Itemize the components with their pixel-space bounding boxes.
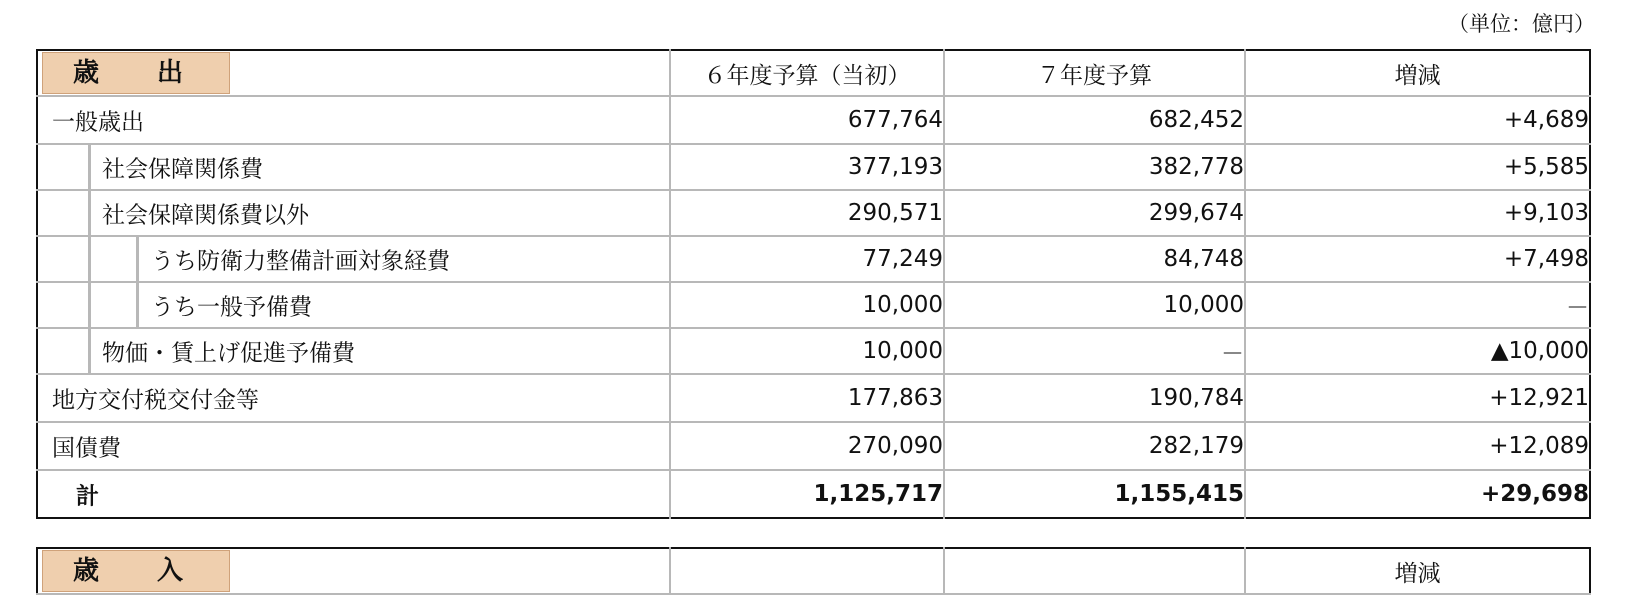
total-cell-fy6: 1,125,717 (670, 470, 944, 518)
cell-fy6: 10,000 (670, 328, 944, 374)
total-cell-diff: +29,698 (1245, 470, 1590, 518)
cell-diff: +5,585 (1245, 144, 1590, 190)
table-row (37, 422, 1590, 470)
cell-fy6: 677,764 (670, 96, 944, 144)
cell-fy6: 10,000 (670, 282, 944, 328)
row-label-cell (37, 422, 670, 470)
row-label: うち防衛力整備計画対象経費 (151, 248, 450, 275)
row-label: 社会保障関係費以外 (102, 202, 309, 229)
indent-bar (88, 191, 91, 235)
cell-fy7: 382,778 (944, 144, 1245, 190)
row-label: 社会保障関係費 (102, 156, 263, 183)
cell-fy7: 682,452 (944, 96, 1245, 144)
row-label: 地方交付税交付金等 (52, 387, 259, 414)
row-label-cell (37, 374, 670, 422)
cell-diff: － (1245, 282, 1590, 328)
column-header-diff: 増減 (1245, 50, 1590, 96)
indent-bar (88, 283, 91, 327)
revenue-column-header-1 (670, 548, 944, 594)
cell-fy6: 377,193 (670, 144, 944, 190)
expenditure-table-body (37, 96, 1590, 518)
total-row (37, 470, 1590, 518)
row-label-cell (37, 96, 670, 144)
cell-diff: +4,689 (1245, 96, 1590, 144)
row-label: 物価・賃上げ促進予備費 (102, 340, 355, 367)
revenue-column-header-diff: 増減 (1245, 548, 1590, 594)
table-row (37, 282, 1590, 328)
revenue-column-header-2 (944, 548, 1245, 594)
cell-fy7: 282,179 (944, 422, 1245, 470)
row-label-cell (37, 144, 670, 190)
cell-diff: ▲10,000 (1245, 328, 1590, 374)
table-row (37, 374, 1590, 422)
expenditure-table (36, 49, 1591, 519)
header-title-cell (37, 50, 670, 96)
cell-fy7: 10,000 (944, 282, 1245, 328)
cell-fy7: 190,784 (944, 374, 1245, 422)
indent-bar (88, 145, 91, 189)
table-row (37, 328, 1590, 374)
cell-fy6: 177,863 (670, 374, 944, 422)
table-row (37, 190, 1590, 236)
table-row (37, 144, 1590, 190)
cell-diff: +7,498 (1245, 236, 1590, 282)
cell-fy6: 290,571 (670, 190, 944, 236)
revenue-table (36, 547, 1591, 595)
total-label: 計 (76, 483, 99, 510)
row-label-cell (37, 236, 670, 282)
cell-fy7: － (944, 328, 1245, 374)
revenue-header-title-cell (37, 548, 670, 594)
cell-diff: +12,921 (1245, 374, 1590, 422)
expenditure-title-label: 歳 出 (42, 52, 230, 94)
table-row (37, 236, 1590, 282)
unit-label: （単位：億円） (1448, 12, 1595, 36)
revenue-header-row (37, 548, 1590, 594)
column-header-fy7: ７年度予算 (944, 50, 1245, 96)
cell-diff: +12,089 (1245, 422, 1590, 470)
row-label-cell (37, 190, 670, 236)
cell-diff: +9,103 (1245, 190, 1590, 236)
indent-bar (88, 237, 91, 281)
header-row (37, 50, 1590, 96)
row-label-cell (37, 328, 670, 374)
cell-fy6: 270,090 (670, 422, 944, 470)
row-label-cell (37, 282, 670, 328)
total-cell-fy7: 1,155,415 (944, 470, 1245, 518)
table-row (37, 96, 1590, 144)
indent-bar (136, 237, 139, 281)
row-label: 一般歳出 (52, 109, 144, 136)
total-label-cell (37, 470, 670, 518)
cell-fy6: 77,249 (670, 236, 944, 282)
indent-bar (88, 329, 91, 373)
cell-fy7: 299,674 (944, 190, 1245, 236)
row-label: うち一般予備費 (151, 294, 312, 321)
column-header-fy6: ６年度予算（当初） (670, 50, 944, 96)
revenue-title-label: 歳 入 (42, 550, 230, 592)
indent-bar (136, 283, 139, 327)
row-label: 国債費 (52, 435, 121, 462)
cell-fy7: 84,748 (944, 236, 1245, 282)
